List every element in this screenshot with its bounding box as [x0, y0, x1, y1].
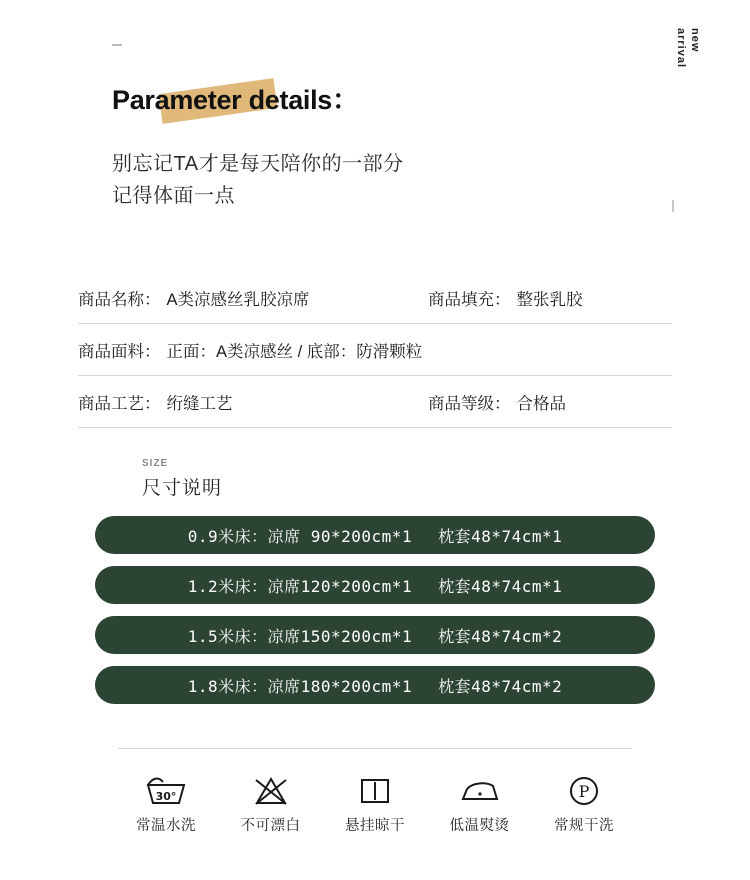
- size-eyebrow: SIZE: [142, 458, 169, 469]
- size-bed: 1.8米床：: [187, 676, 268, 696]
- spec-table: [78, 272, 672, 428]
- list-item: [95, 616, 655, 654]
- wash-30-icon: [118, 772, 214, 810]
- table-row: [78, 376, 672, 428]
- no-bleach-icon: [223, 772, 319, 810]
- care-divider: [118, 748, 632, 749]
- size-title: 尺寸说明: [142, 478, 223, 499]
- size-pillow: 枕套48*74cm*1: [438, 576, 563, 596]
- spec-value: 绗缝工艺: [166, 394, 233, 413]
- spec-cell: [428, 286, 672, 310]
- size-section-heading: [142, 458, 222, 500]
- subtitle-line-1: 别忘记TA才是每天陪你的一部分: [112, 153, 404, 175]
- size-pillow: 枕套48*74cm*1: [438, 526, 563, 546]
- care-item: [223, 772, 319, 835]
- list-item: [95, 666, 655, 704]
- svg-text:30°: 30°: [155, 790, 177, 803]
- spec-label: 商品工艺：: [78, 394, 161, 413]
- size-bed: 1.5米床：: [187, 626, 268, 646]
- size-list: [95, 516, 655, 716]
- care-instructions: [118, 772, 632, 835]
- spec-value: 正面：A类凉感丝 / 底部：防滑颗粒: [166, 342, 423, 361]
- care-label: 常温水洗: [136, 818, 196, 834]
- care-item: [327, 772, 423, 835]
- spec-value: 合格品: [516, 394, 566, 413]
- size-mat: 凉席 90*200cm*1: [267, 526, 413, 546]
- size-bed: 0.9米床：: [187, 526, 268, 546]
- care-item: [118, 772, 214, 835]
- size-mat: 凉席150*200cm*1: [267, 626, 413, 646]
- table-row: [78, 324, 672, 376]
- care-label: 常规干洗: [554, 818, 614, 834]
- new-arrival-badge: new arrival: [675, 28, 701, 69]
- decorative-tick-right: [672, 200, 674, 212]
- low-iron-icon: [432, 772, 528, 810]
- spec-cell: [428, 390, 672, 414]
- dry-clean-p-icon: [536, 772, 632, 810]
- size-mat: 凉席120*200cm*1: [267, 576, 413, 596]
- spec-label: 商品名称：: [78, 290, 161, 309]
- list-item: [95, 516, 655, 554]
- care-item: [536, 772, 632, 835]
- size-bed: 1.2米床：: [187, 576, 268, 596]
- size-mat: 凉席180*200cm*1: [267, 676, 413, 696]
- spec-value: 整张乳胶: [516, 290, 583, 309]
- subtitle-line-2: 记得体面一点: [112, 185, 235, 207]
- care-item: [432, 772, 528, 835]
- spec-value: A类凉感丝乳胶凉席: [166, 290, 310, 309]
- care-label: 不可漂白: [240, 818, 301, 834]
- spec-label: 商品填充：: [428, 290, 511, 309]
- spec-cell: [78, 390, 428, 414]
- spec-cell: [78, 338, 672, 362]
- care-label: 悬挂晾干: [345, 818, 405, 834]
- size-pillow: 枕套48*74cm*2: [438, 676, 563, 696]
- table-row: [78, 272, 672, 324]
- svg-text:P: P: [578, 782, 590, 801]
- spec-label: 商品面料：: [78, 342, 161, 361]
- spec-label: 商品等级：: [428, 394, 511, 413]
- care-label: 低温熨烫: [449, 818, 510, 834]
- spec-cell: [78, 286, 428, 310]
- page-title: [112, 78, 359, 118]
- subtitle: [112, 148, 404, 212]
- size-pillow: 枕套48*74cm*2: [438, 626, 563, 646]
- page-title-text: Parameter details：: [112, 85, 359, 115]
- list-item: [95, 566, 655, 604]
- decorative-tick-left: [112, 44, 122, 46]
- hang-dry-icon: [327, 772, 423, 810]
